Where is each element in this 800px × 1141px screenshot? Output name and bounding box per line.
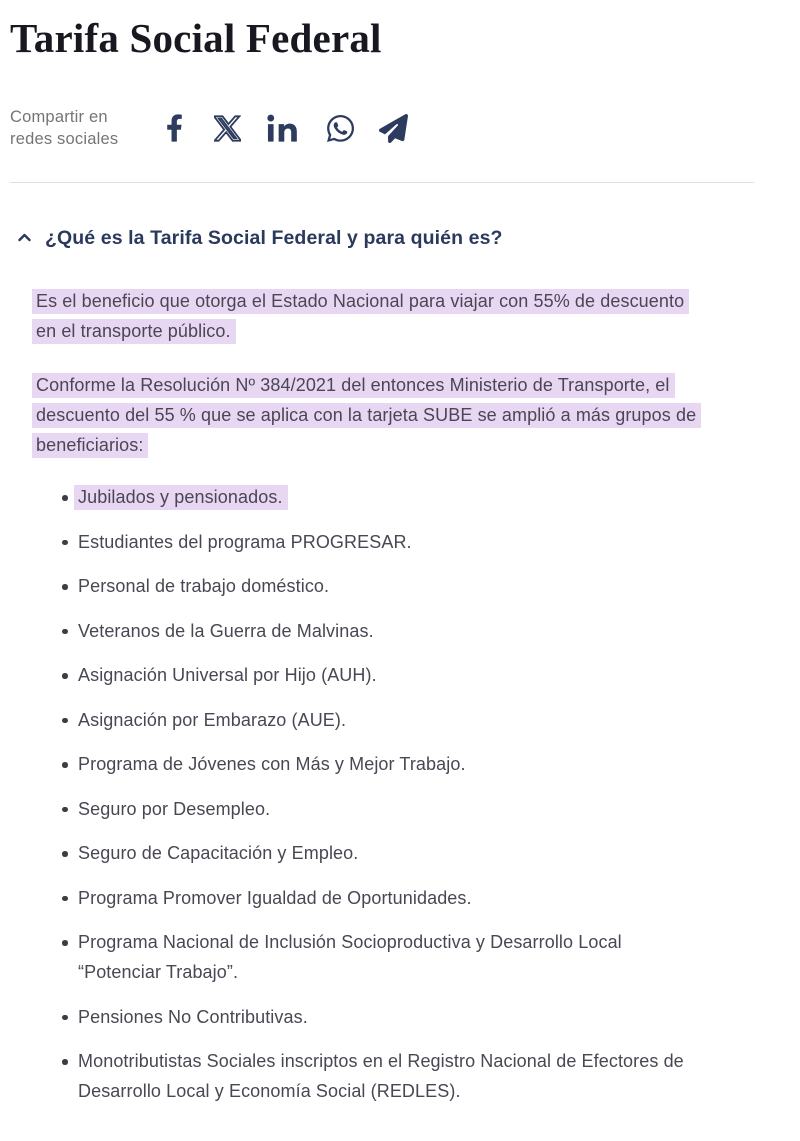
accordion-header[interactable] (10, 227, 503, 250)
list-item (36, 1046, 750, 1106)
text-line (36, 400, 750, 430)
list-item (36, 482, 750, 512)
list-item (36, 838, 750, 868)
text-line (36, 370, 750, 400)
linkedin-icon (266, 114, 301, 142)
list-item (36, 749, 750, 779)
text-line: Desarrollo Local y Economía Social (REDLES). (78, 1081, 461, 1102)
text-line (36, 286, 750, 316)
highlighted-text: en el transporte público. (32, 319, 236, 344)
text-line (36, 430, 750, 460)
share-row (10, 106, 750, 150)
text-line: Pensiones No Contributivas. (78, 1006, 308, 1027)
share-facebook-button[interactable] (160, 112, 188, 144)
text-line: “Potenciar Trabajo”. (78, 962, 239, 983)
facebook-icon (166, 113, 183, 143)
text-line: Programa Nacional de Inclusión Socioproductiva y Desarrollo Local (78, 932, 622, 953)
x-twitter-icon (214, 115, 241, 142)
text-line: Asignación Universal por Hijo (AUH). (78, 665, 377, 686)
list-item (36, 571, 750, 601)
text-line: Monotributistas Sociales inscriptos en el Registro Nacional de Efectores de (78, 1051, 684, 1072)
telegram-icon (379, 114, 408, 143)
list-item (36, 883, 750, 913)
highlighted-text: beneficiarios: (32, 433, 148, 458)
page-title: Tarifa Social Federal (10, 15, 382, 61)
whatsapp-icon (327, 113, 354, 144)
list-item (36, 705, 750, 735)
highlighted-text: Conforme la Resolución Nº 384/2021 del entonces Ministerio de Transporte, el (32, 373, 675, 398)
share-telegram-button[interactable] (379, 112, 408, 144)
share-x-button[interactable] (213, 112, 241, 144)
beneficiaries-list (36, 482, 750, 1106)
text-line: Seguro de Capacitación y Empleo. (78, 843, 359, 864)
list-item (36, 794, 750, 824)
paragraph (36, 370, 750, 460)
list-item (36, 1002, 750, 1032)
accordion-heading: ¿Qué es la Tarifa Social Federal y para quién es? (45, 227, 503, 250)
accordion-body (10, 286, 750, 1106)
accordion-paragraphs (36, 286, 750, 460)
text-line: Programa de Jóvenes con Más y Mejor Trabajo. (78, 754, 466, 775)
text-line: Personal de trabajo doméstico. (78, 576, 330, 597)
chevron-up-icon (18, 233, 31, 242)
highlighted-text: Jubilados y pensionados. (74, 485, 288, 510)
share-icons (160, 112, 408, 144)
list-item (36, 527, 750, 557)
list-item (36, 660, 750, 690)
text-line: Asignación por Embarazo (AUE). (78, 709, 347, 730)
highlighted-text: Es el beneficio que otorga el Estado Nacional para viajar con 55% de descuento (32, 289, 689, 314)
list-item (36, 927, 750, 987)
text-line: Seguro por Desempleo. (78, 798, 271, 819)
text-line: Programa Promover Igualdad de Oportunidades. (78, 887, 472, 908)
text-line (78, 482, 750, 512)
share-label: Compartir en redes sociales (10, 108, 119, 149)
text-line: Veteranos de la Guerra de Malvinas. (78, 620, 374, 641)
paragraph (36, 286, 750, 346)
highlighted-text: descuento del 55 % que se aplica con la tarjeta SUBE se amplió a más grupos de (32, 403, 701, 428)
share-linkedin-button[interactable] (266, 112, 301, 144)
section-divider (10, 182, 754, 183)
list-item (36, 616, 750, 646)
text-line (36, 316, 750, 346)
share-whatsapp-button[interactable] (326, 112, 354, 144)
text-line: Estudiantes del programa PROGRESAR. (78, 531, 412, 552)
